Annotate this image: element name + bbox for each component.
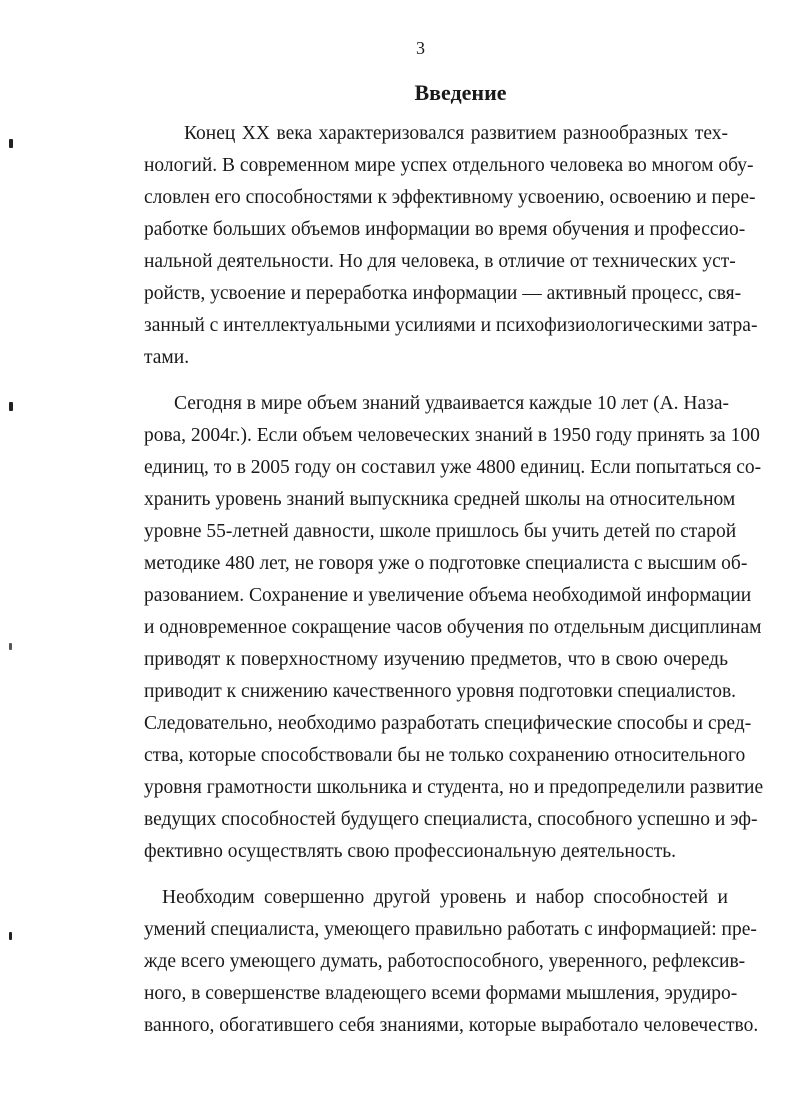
text-line: нологий. В современном мире успех отдельного человека во многом обу- [144,155,754,176]
text-line: Конец XX века характеризовался развитием разнообразных тех- [184,123,728,144]
text-line: ведущих способностей будущего специалиста, способного успешно и эф- [144,809,758,830]
text-line: словлен его способностями к эффективному усвоению, освоению и пере- [144,187,756,208]
text-line: ного, в совершенстве владеющего всеми формами мышления, эрудиро- [144,983,738,1004]
text-line: фективно осуществлять свою профессиональную деятельность. [144,841,676,862]
text-line: уровня грамотности школьника и студента, но и предопределили развитие [144,777,764,798]
margin-scan-mark [9,932,12,940]
text-line: Следовательно, необходимо разработать специфические способы и сред- [144,713,752,734]
text-line: разованием. Сохранение и увеличение объема необходимой информации [144,585,752,606]
margin-scan-mark [9,402,13,411]
text-line: нальной деятельности. Но для человека, в отличие от технических уст- [144,251,736,272]
text-line: тами. [144,347,190,368]
text-line: Необходим совершенно другой уровень и набор способностей и [162,887,728,908]
text-line: ванного, обогатившего себя знаниями, которые выработало человечество. [144,1015,759,1036]
text-line: методике 480 лет, не говоря уже о подготовке специалиста с высшим об- [144,553,748,574]
text-line: Сегодня в мире объем знаний удваивается каждые 10 лет (А. Наза- [174,393,729,414]
margin-scan-mark [9,139,13,148]
text-line: ройств, усвоение и переработка информации — активный процесс, свя- [144,283,742,304]
text-line: единиц, то в 2005 году он составил уже 4800 единиц. Если попытаться со- [144,457,762,478]
text-line: работке больших объемов информации во время обучения и профессио- [144,219,746,240]
text-line: ства, которые способствовали бы не только сохранению относительного [144,745,746,766]
text-line: хранить уровень знаний выпускника средней школы на относительном [144,489,736,510]
text-line: уровне 55-летней давности, школе пришлось бы учить детей по старой [144,521,737,542]
paragraph-2 [144,388,764,868]
text-line: умений специалиста, умеющего правильно работать с информацией: пре- [144,919,757,940]
margin-scan-mark [9,643,12,650]
text-line: приводят к поверхностному изучению предметов, что в свою очередь [144,649,728,670]
text-line: занный с интеллектуальными усилиями и психофизиологическими затра- [144,315,758,336]
paragraph-3 [144,882,759,1042]
paragraph-1 [144,118,758,374]
text-line: и одновременное сокращение часов обучения по отдельным дисциплинам [144,617,762,638]
text-line: приводит к снижению качественного уровня подготовки специалистов. [144,681,737,702]
text-line: рова, 2004г.). Если объем человеческих знаний в 1950 году принять за 100 [144,425,760,446]
text-line: жде всего умеющего думать, работоспособного, уверенного, рефлексив- [144,951,746,972]
section-title: Введение [414,80,507,105]
body-text [144,118,764,1042]
page-number: 3 [416,38,425,58]
